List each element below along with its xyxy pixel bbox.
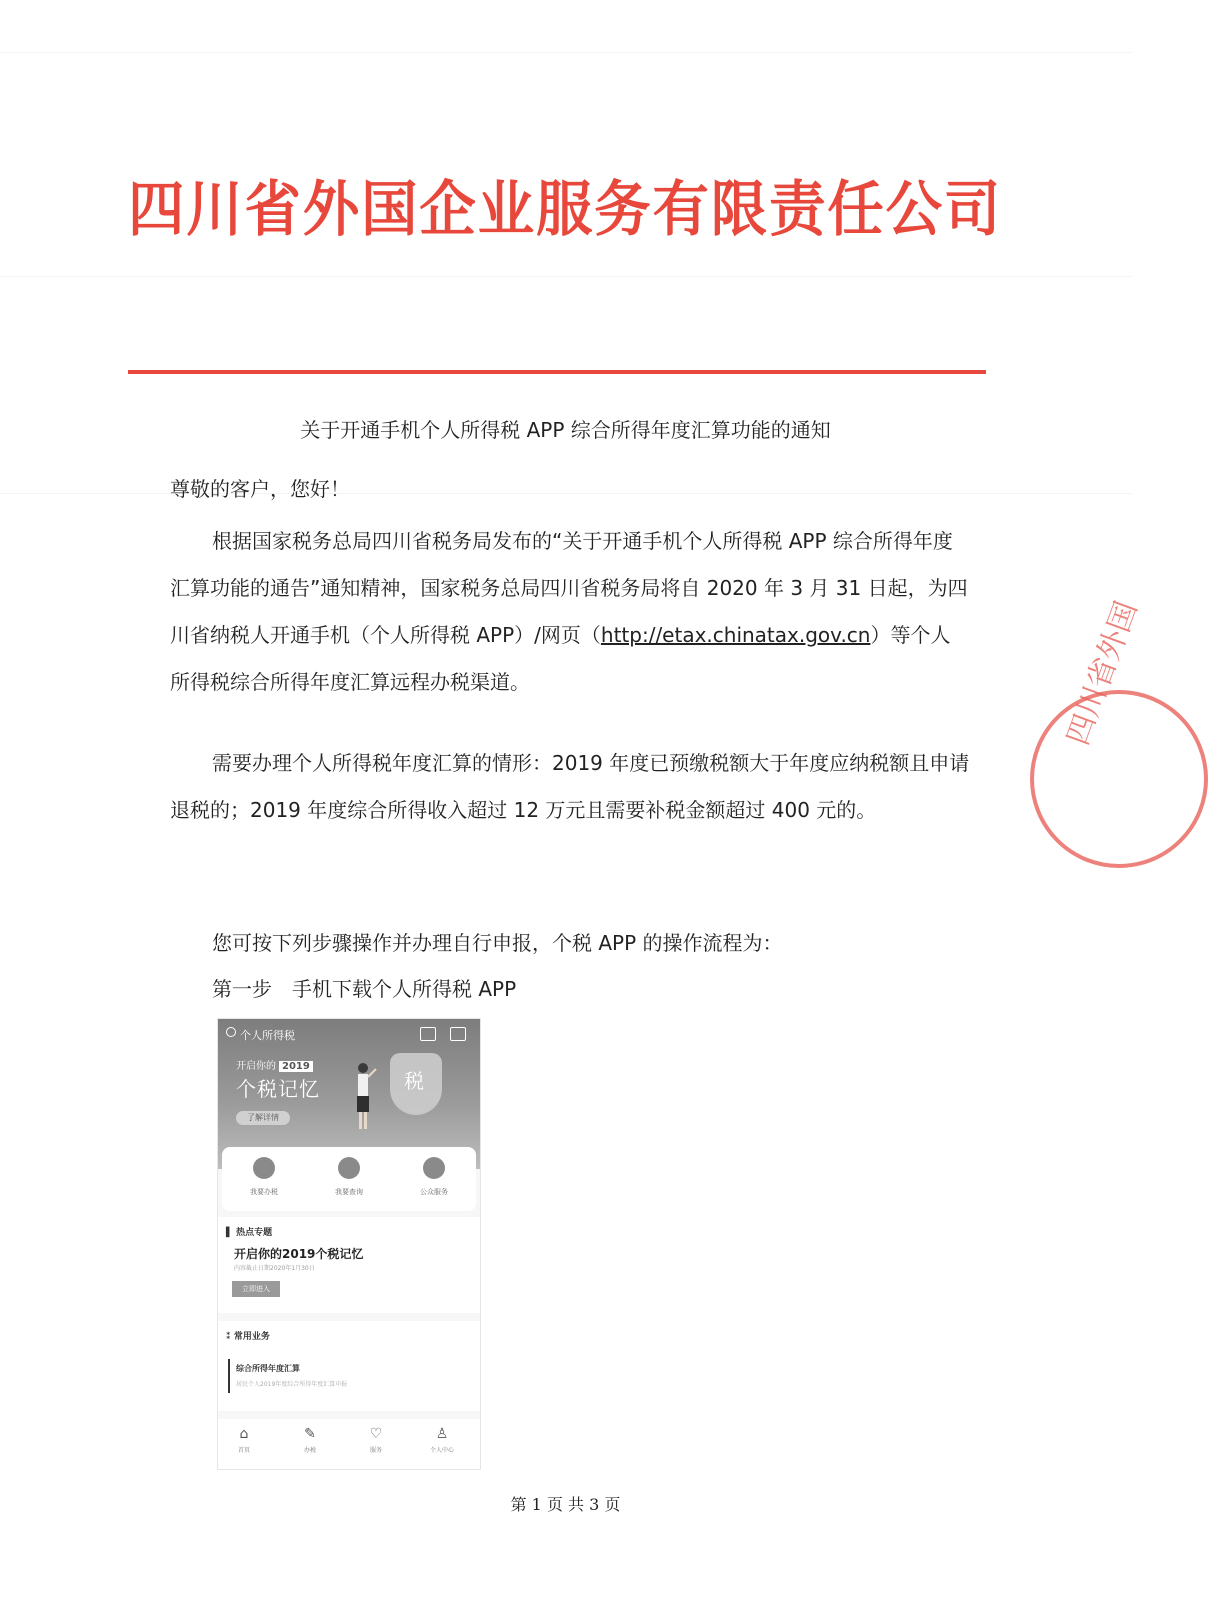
notice-title: 关于开通手机个人所得税 APP 综合所得年度汇算功能的通知 — [300, 418, 831, 442]
paragraph-2: 需要办理个人所得税年度汇算的情形：2019 年度已预缴税额大于年度应纳税额且申请退税的；2019 年度综合所得收入超过 12 万元且需要补税金额超过 400 元的。 — [170, 751, 970, 822]
heart-icon: ♡ — [369, 1426, 383, 1442]
pen-icon — [253, 1157, 275, 1179]
tab-label: 个人中心 — [429, 1447, 454, 1454]
tab-label: 服务 — [369, 1447, 382, 1454]
company-seal — [1030, 690, 1208, 868]
quick-action-public-service — [404, 1157, 464, 1197]
banner-prefix-text: 开启你的 — [236, 1061, 276, 1072]
page-footer: 第 1 页 共 3 页 — [510, 1495, 621, 1514]
paragraph-1-text: 根据国家税务总局四川省税务局发布的“关于开通手机个人所得税 APP 综合所得年度汇算功能的通告”通知精神，国家税务总局四川省税务局将自 2020 年 3 月 31 日起，为四川省纳税人开通手机（个人所得税 APP）/网页（ — [170, 529, 968, 647]
tab-tax — [290, 1425, 330, 1454]
app-title: 个人所得税 — [240, 1029, 295, 1042]
quick-action-file-tax — [234, 1157, 294, 1197]
app-tab-bar — [218, 1419, 480, 1469]
banner-headline: 个税记忆 — [236, 1077, 320, 1101]
banner-prefix — [236, 1057, 313, 1072]
form-icon: ✎ — [304, 1426, 316, 1442]
business-item-accent — [228, 1359, 230, 1393]
banner-year: 2019 — [279, 1061, 313, 1072]
scan-artifact — [0, 276, 1131, 277]
message-icon — [450, 1027, 466, 1041]
quick-action-label: 我要查询 — [335, 1188, 363, 1196]
app-logo-icon — [226, 1027, 236, 1037]
company-letterhead: 四川省外国企业服务有限责任公司 — [128, 175, 1003, 245]
greeting: 尊敬的客户，您好！ — [170, 477, 350, 501]
quick-actions-card — [222, 1147, 476, 1211]
service-icon — [423, 1157, 445, 1179]
quick-action-label: 我要办税 — [250, 1188, 278, 1196]
tab-label: 首页 — [237, 1447, 250, 1454]
tab-label: 办税 — [303, 1447, 316, 1454]
app-screenshot — [217, 1018, 481, 1470]
paragraph-3: 您可按下列步骤操作并办理自行申报，个税 APP 的操作流程为： — [212, 931, 783, 955]
topic-enter-button: 立即进入 — [232, 1281, 280, 1297]
person-icon: ♙ — [435, 1426, 449, 1442]
tax-glyph: 税 — [404, 1069, 424, 1093]
search-icon — [338, 1157, 360, 1179]
tab-service — [356, 1425, 396, 1454]
banner-detail-button: 了解详情 — [236, 1111, 290, 1125]
paragraph-1 — [170, 518, 970, 706]
home-icon: ⌂ — [239, 1426, 249, 1442]
etax-link[interactable]: http://etax.chinatax.gov.cn — [600, 623, 871, 647]
common-business-label: 常用业务 — [233, 1332, 270, 1342]
paragraph-1-tail: ）等个人所得税综合所得年度汇算远程办税渠道。 — [170, 623, 951, 694]
tab-home — [224, 1425, 264, 1454]
quick-action-label: 公众服务 — [420, 1188, 448, 1196]
scan-artifact — [0, 52, 1131, 53]
hot-topics-heading: ▌ 热点专题 — [226, 1228, 273, 1238]
topic-subtitle: 内容截止日期2020年1月30日 — [234, 1265, 315, 1272]
hot-topics-label: 热点专题 — [236, 1228, 273, 1238]
woman-figure-icon — [350, 1061, 376, 1131]
topic-title: 开启你的2019个税记忆 — [234, 1247, 364, 1261]
scan-icon — [420, 1027, 436, 1041]
seal-text: 四川省外国 — [1060, 596, 1145, 750]
business-item-title: 综合所得年度汇算 — [236, 1364, 300, 1373]
letterhead-divider — [128, 370, 986, 374]
tab-profile — [422, 1425, 462, 1454]
common-business-heading: ⁑ 常用业务 — [226, 1332, 270, 1342]
quick-action-query — [319, 1157, 379, 1197]
business-item-subtitle: 居民个人2019年度综合所得年度汇算申报 — [236, 1381, 348, 1388]
step-1: 第一步 手机下载个人所得税 APP — [212, 977, 517, 1001]
